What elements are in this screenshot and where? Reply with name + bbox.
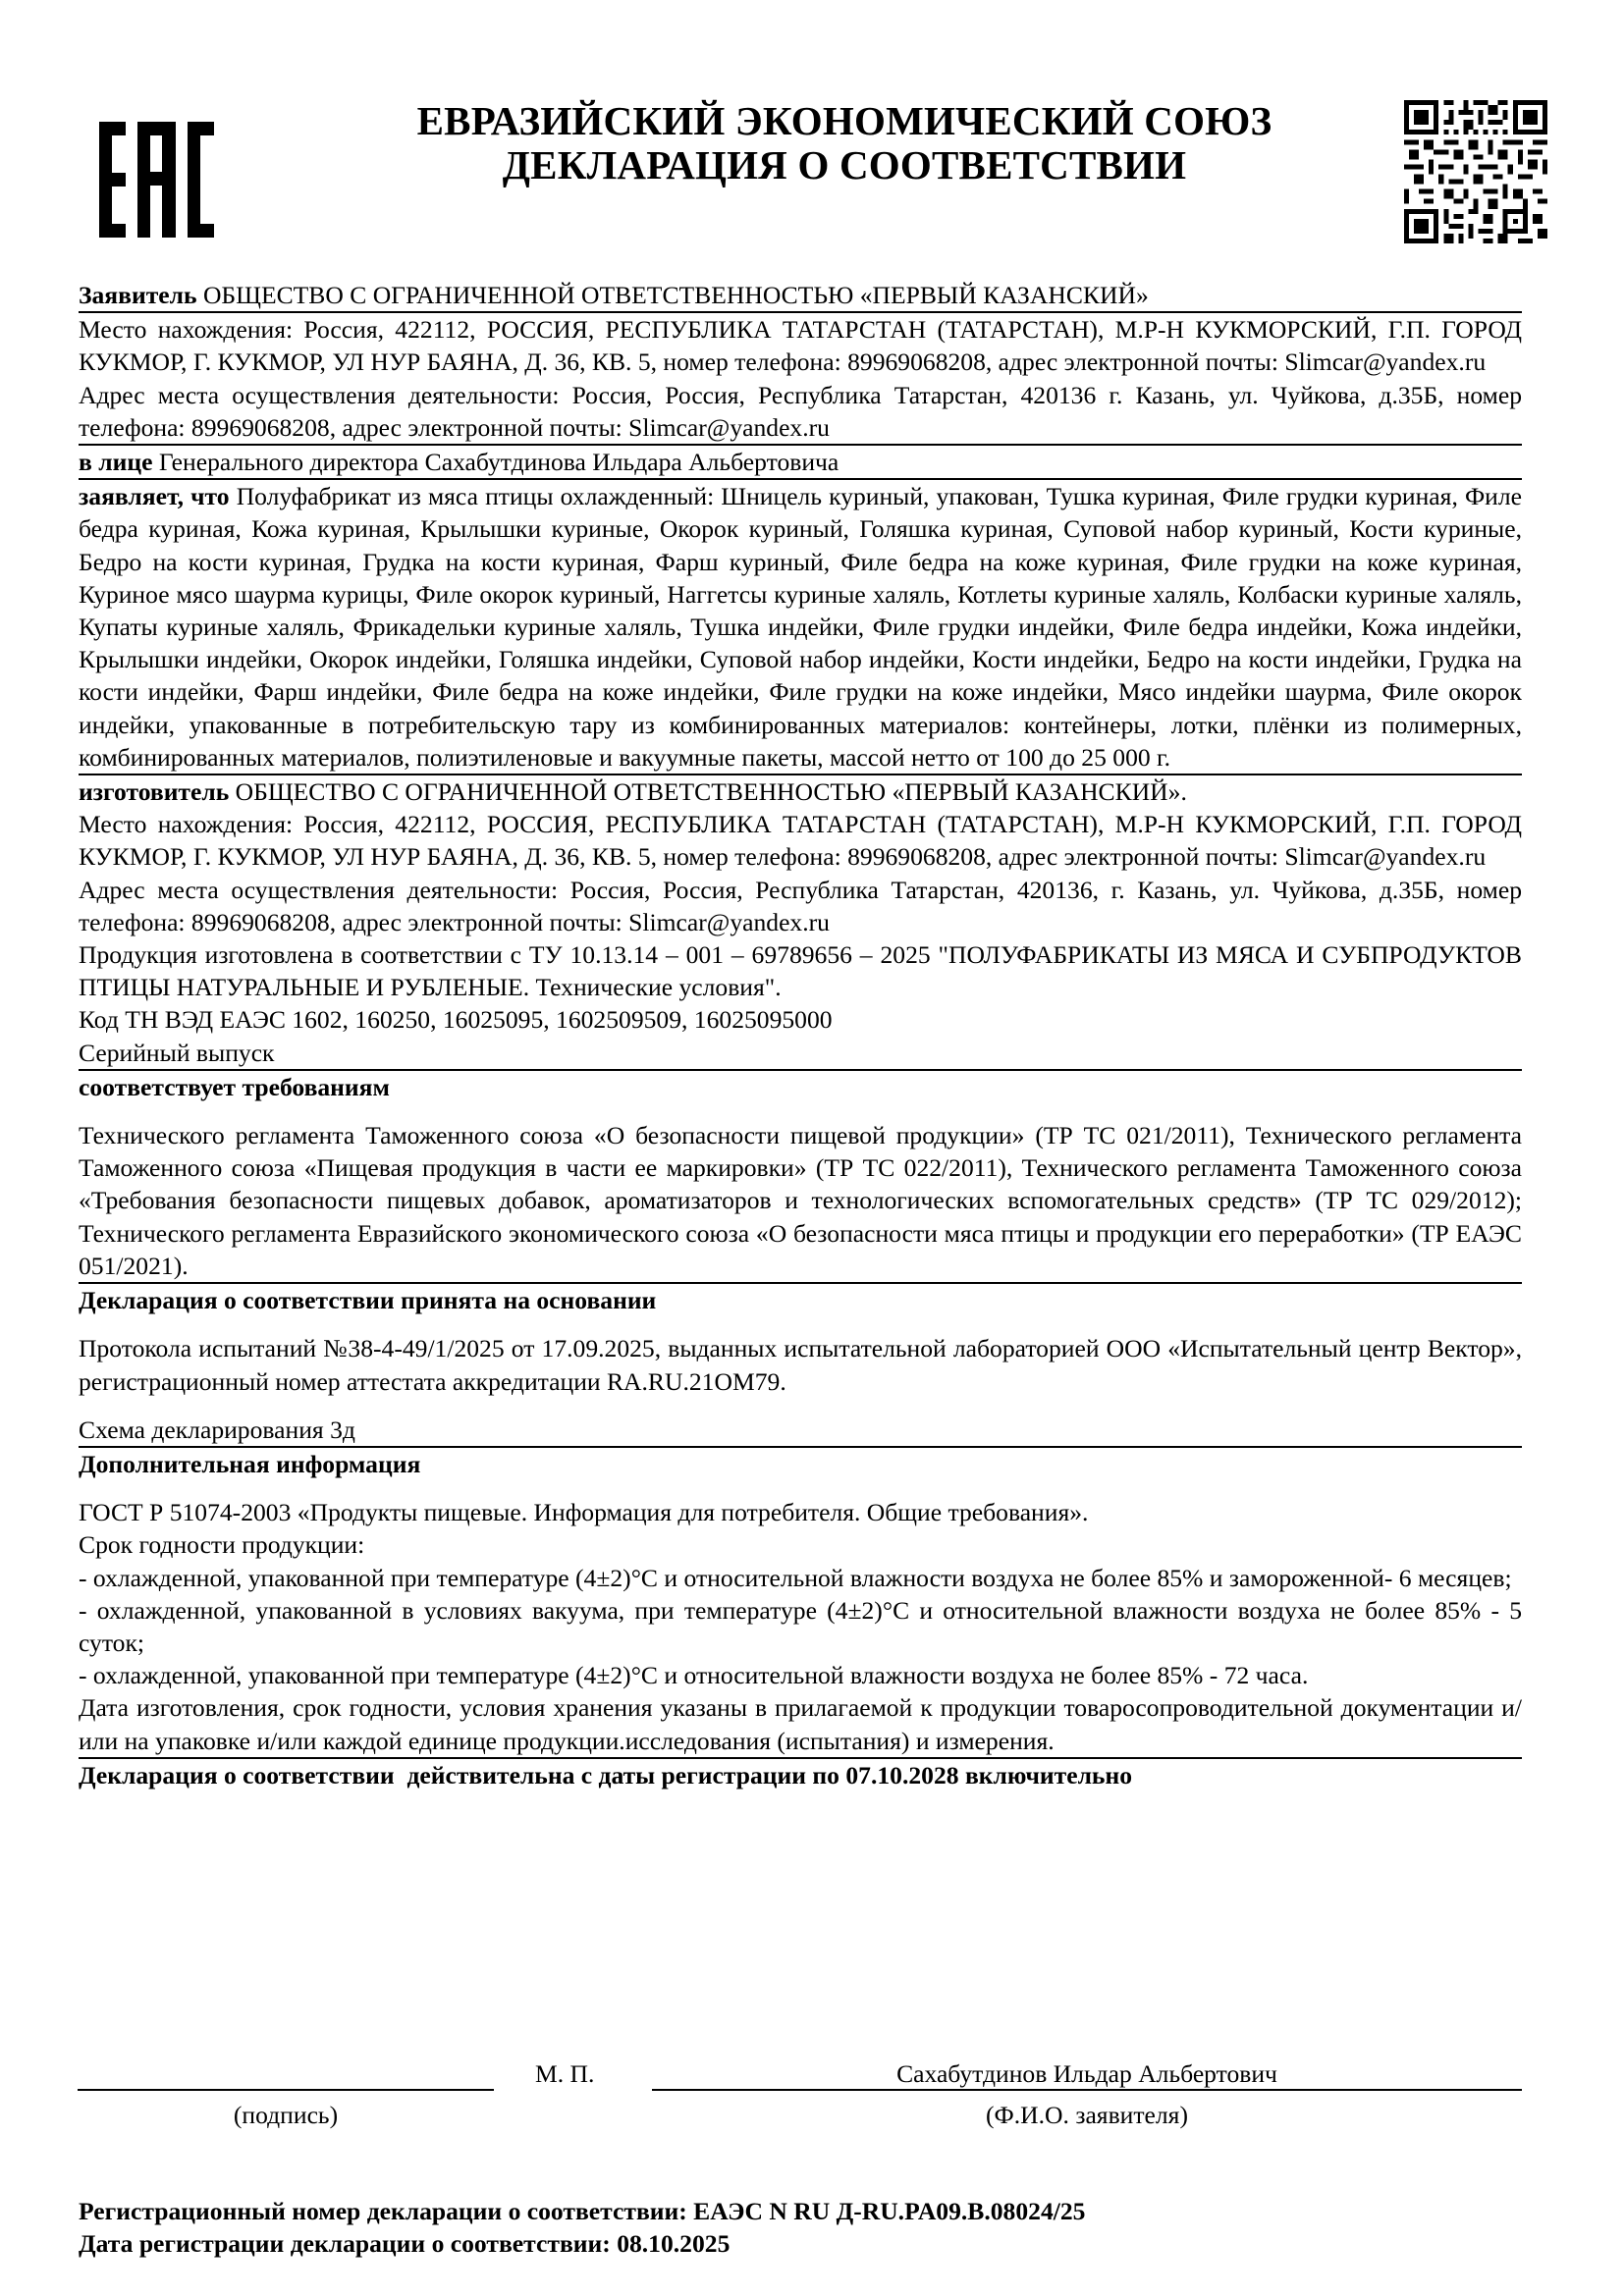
requirements-label: соответствует требованиям (79, 1072, 390, 1101)
manufacturer-location: Место нахождения: Россия, 422112, РОССИЯ, РЕСПУБЛИКА ТАТАРСТАН (ТАТАРСТАН), М.Р-Н КУКМОРСКИЙ, Г.П. ГОРОД КУКМОР, Г. КУКМОР, УЛ НУР БАЯНА, Д. 36, КВ. 5, номер телефона: 89969068208, адрес электронной почты: Slimcar@yandex.ru (79, 810, 1522, 872)
manufacturer-standard: Продукция изготовлена в соответствии с ТУ 10.13.14 – 001 – 69789656 – 2025 "ПОЛУФАБРИКАТЫ ИЗ МЯСА И СУБПРОДУКТОВ ПТИЦЫ НАТУРАЛЬНЫЕ И РУБЛЕНЫЕ. Технические условия". (79, 940, 1522, 1002)
registration-date: Дата регистрации декларации о соответствии: 08.10.2025 (79, 2229, 731, 2258)
represented-by-text: Генерального директора Сахабутдинова Ильдара Альбертовича (152, 448, 839, 477)
registration-info (79, 2195, 1085, 2260)
qr-code-icon (1404, 100, 1547, 243)
signer-name: Сахабутдинов Ильдар Альбертович (896, 2059, 1277, 2088)
shelf-life-item: - охлажденной, упакованной при температуре (4±2)°С и относительной влажности воздуха не более 85% - 72 часа. (79, 1661, 1309, 1690)
applicant-row (79, 279, 1522, 313)
applicant-name: ОБЩЕСТВО С ОГРАНИЧЕННОЙ ОТВЕТСТВЕННОСТЬЮ «ПЕРВЫЙ КАЗАНСКИЙ» (196, 281, 1149, 309)
applicant-location: Место нахождения: Россия, 422112, РОССИЯ, РЕСПУБЛИКА ТАТАРСТАН (ТАТАРСТАН), М.Р-Н КУКМОРСКИЙ, Г.П. ГОРОД КУКМОР, Г. КУКМОР, УЛ НУР БАЯНА, Д. 36, КВ. 5, номер телефона: 89969068208, адрес электронной почты: Slimcar@yandex.ru (79, 315, 1522, 377)
applicant-label: Заявитель (79, 281, 197, 309)
additional-info-label: Дополнительная информация (79, 1449, 421, 1478)
declares-row (79, 480, 1522, 775)
additional-info-block (79, 1496, 1522, 1759)
represented-by-label: в лице (79, 448, 153, 477)
union-title: ЕВРАЗИЙСКИЙ ЭКОНОМИЧЕСКИЙ СОЮЗ (416, 98, 1272, 143)
applicant-addresses (79, 313, 1522, 446)
name-line (652, 2089, 1522, 2091)
signature-line (78, 2089, 494, 2091)
registration-number: Регистрационный номер декларации о соответствии: ЕАЭС N RU Д-RU.PA09.B.08024/25 (79, 2197, 1086, 2225)
represented-by-row (79, 446, 1522, 480)
stamp-place-label: М. П. (535, 2059, 595, 2088)
manufacturer-activity-address: Адрес места осуществления деятельности: Россия, Россия, Республика Татарстан, 420136, г. Казань, ул. Чуйкова, д.35Б, номер телефона: 89969068208, адрес электронной почты: Slimcar@yandex.ru (79, 875, 1522, 936)
shelf-life-item: - охлажденной, упакованной при температуре (4±2)°С и относительной влажности воздуха не более 85% и замороженной- 6 месяцев; (79, 1563, 1512, 1592)
requirements-text: Технического регламента Таможенного союза «О безопасности пищевой продукции» (ТР ТС 021/2011), Технического регламента Таможенного союза «Пищевая продукция в части ее маркировки» (ТР ТС 022/2011), Технического регламента Таможенного союза «Требования безопасности пищевых добавок, ароматизаторов и технологических вспомогательных средств» (ТР ТС 029/2012); Технического регламента Евразийского экономического союза «О безопасности мяса птицы и продукции его переработки» (ТР ЕАЭС 051/2021). (79, 1119, 1522, 1284)
hs-code: Код ТН ВЭД ЕАЭС 1602, 160250, 16025095, 1602509509, 16025095000 (79, 1005, 833, 1035)
eac-logo-icon (99, 122, 214, 238)
manufacturer-row (79, 775, 1522, 808)
gost-reference: ГОСТ Р 51074-2003 «Продукты пищевые. Информация для потребителя. Общие требования». (79, 1498, 1089, 1527)
manufacturer-section (79, 775, 1522, 1071)
shelf-life-title: Срок годности продукции: (79, 1530, 365, 1560)
validity-statement: Декларация о соответствии действительна с даты регистрации по 07.10.2028 включительно (79, 1760, 1133, 1789)
declares-label: заявляет, что (79, 482, 230, 511)
manufacturer-name: ОБЩЕСТВО С ОГРАНИЧЕННОЙ ОТВЕТСТВЕННОСТЬЮ «ПЕРВЫЙ КАЗАНСКИЙ». (229, 777, 1187, 807)
basis-text: Протокола испытаний №38-4-49/1/2025 от 17.09.2025, выданных испытательной лабораторией ООО «Испытательный центр Вектор», регистрационный номер аттестата аккредитации RA.RU.21OM79. (79, 1334, 1522, 1396)
signature-caption: (подпись) (233, 2101, 339, 2129)
manufacturer-label: изготовитель (79, 777, 230, 807)
storage-note: Дата изготовления, срок годности, условия хранения указаны в прилагаемой к продукции товаросопроводительной документации и/или на упаковке и/или каждой единице продукции.исследования (испытания) и измерения. (79, 1693, 1522, 1755)
applicant-activity-address: Адрес места осуществления деятельности: Россия, Россия, Республика Татарстан, 420136 г. Казань, ул. Чуйкова, д.35Б, номер телефона: 89969068208, адрес электронной почты: Slimcar@yandex.ru (79, 380, 1522, 442)
declaration-scheme: Схема декларирования 3д (79, 1414, 1522, 1448)
basis-label: Декларация о соответствии принята на основании (79, 1286, 657, 1315)
product-description: Полуфабрикат из мяса птицы охлажденный: Шницель куриный, упакован, Тушка куриная, Филе грудки куриная, Филе бедра куриная, Кожа куриная, Крылышки куриные, Окорок куриный, Голяшка куриная, Суповой набор куриный, Кости куриные, Бедро на кости куриная, Грудка на кости куриная, Фарш куриный, Филе бедра на коже куриная, Филе грудки на коже куриная, Куриное мясо шаурма курицы, Филе окорок куриный, Наггетсы куриные халяль, Котлеты куриные халяль, Колбаски куриные халяль, Купаты куриные халяль, Фрикадельки куриные халяль, Тушка индейки, Филе грудки индейки, Филе бедра индейки, Кожа индейки, Крылышки индейки, Окорок индейки, Голяшка индейки, Суповой набор индейки, Кости индейки, Бедро на кости индейки, Грудка на кости индейки, Фарш индейки, Филе бедра на коже индейки, Филе грудки на коже индейки, Мясо индейки шаурма, Филе окорок индейки, упакованные в потребительскую тару из комбинированных материалов: контейнеры, лотки, плёнки из полимерных, комбинированных материалов, полиэтиленовые и вакуумные пакеты, массой нетто от 100 до 25 000 г. (79, 482, 1522, 772)
shelf-life-item: - охлажденной, упакованной в условиях вакуума, при температуре (4±2)°С и относительной влажности воздуха не более 85% - 5 суток; (79, 1595, 1522, 1657)
document-title: ДЕКЛАРАЦИЯ О СООТВЕТСТВИИ (502, 142, 1187, 187)
declaration-body (79, 279, 1522, 1791)
release-type: Серийный выпуск (79, 1037, 1522, 1071)
name-caption: (Ф.И.О. заявителя) (986, 2101, 1188, 2129)
